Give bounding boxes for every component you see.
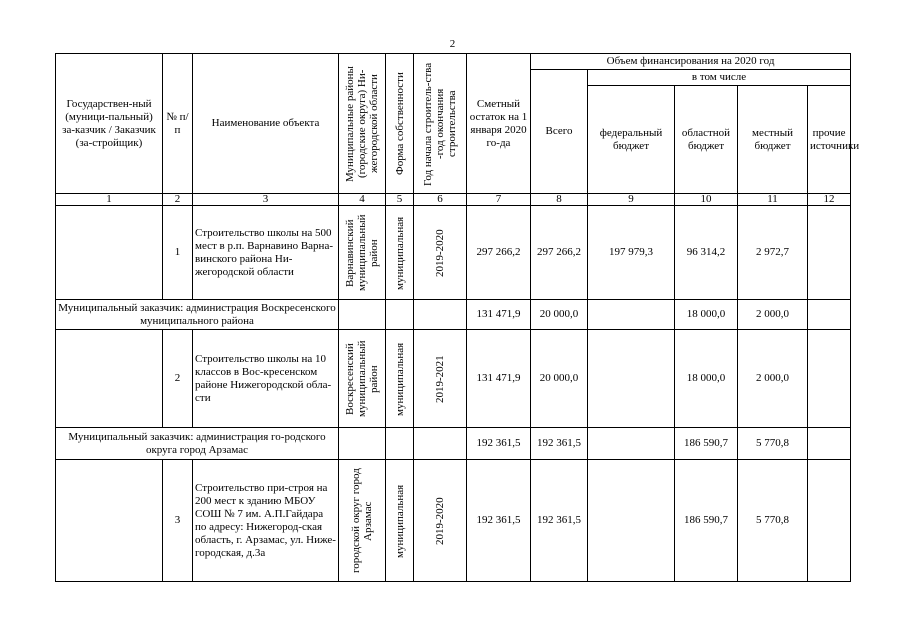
header-total: Всего xyxy=(531,70,588,194)
table-row xyxy=(56,206,851,300)
header-balance: Сметный остаток на 1 января 2020 го-да xyxy=(467,54,531,194)
table-row xyxy=(56,330,851,428)
other xyxy=(808,206,851,300)
ownership: муниципальная xyxy=(386,460,414,582)
federal: 197 979,3 xyxy=(588,206,675,300)
col-number: 11 xyxy=(738,194,808,206)
header-years: Год начала строитель-ства -год окончания строительства xyxy=(414,54,467,194)
col-number: 4 xyxy=(339,194,386,206)
regional: 18 000,0 xyxy=(675,330,738,428)
header-local: местный бюджет xyxy=(738,86,808,194)
total: 192 361,5 xyxy=(531,428,588,460)
customer-row xyxy=(56,300,851,330)
customer-label: Муниципальный заказчик: администрация го-родского округа город Арзамас xyxy=(56,428,339,460)
col-number: 12 xyxy=(808,194,851,206)
local: 2 000,0 xyxy=(738,300,808,330)
header-federal: федеральный бюджет xyxy=(588,86,675,194)
page-number: 2 xyxy=(449,38,456,50)
regional: 186 590,7 xyxy=(675,428,738,460)
customer-cell xyxy=(56,330,163,428)
total: 297 266,2 xyxy=(531,206,588,300)
column-numbers-row xyxy=(56,194,851,206)
col-number: 8 xyxy=(531,194,588,206)
local: 2 972,7 xyxy=(738,206,808,300)
regional: 186 590,7 xyxy=(675,460,738,582)
other xyxy=(808,428,851,460)
total: 20 000,0 xyxy=(531,330,588,428)
row-number: 2 xyxy=(163,330,193,428)
regional: 96 314,2 xyxy=(675,206,738,300)
table-row xyxy=(56,460,851,582)
balance: 131 471,9 xyxy=(467,330,531,428)
local: 2 000,0 xyxy=(738,330,808,428)
total: 192 361,5 xyxy=(531,460,588,582)
customer-label: Муниципальный заказчик: администрация Воскресенского муниципального района xyxy=(56,300,339,330)
federal xyxy=(588,300,675,330)
row-number: 1 xyxy=(163,206,193,300)
ownership: муниципальная xyxy=(386,206,414,300)
empty-cell xyxy=(386,300,414,330)
empty-cell xyxy=(386,428,414,460)
header-regional: областной бюджет xyxy=(675,86,738,194)
federal xyxy=(588,428,675,460)
federal xyxy=(588,460,675,582)
customer-cell xyxy=(56,206,163,300)
total: 20 000,0 xyxy=(531,300,588,330)
local: 5 770,8 xyxy=(738,460,808,582)
customer-row xyxy=(56,428,851,460)
ownership: муниципальная xyxy=(386,330,414,428)
col-number: 7 xyxy=(467,194,531,206)
years: 2019-2021 xyxy=(414,330,467,428)
object-name: Строительство школы на 10 классов в Вос-кресенском районе Нижегородской обла-сти xyxy=(193,330,339,428)
col-number: 3 xyxy=(193,194,339,206)
years: 2019-2020 xyxy=(414,460,467,582)
balance: 297 266,2 xyxy=(467,206,531,300)
header-number: № п/п xyxy=(163,54,193,194)
empty-cell xyxy=(414,300,467,330)
object-name: Строительство школы на 500 мест в р.п. Варнавино Варна-винского района Ни-жегородской области xyxy=(193,206,339,300)
col-number: 9 xyxy=(588,194,675,206)
col-number: 5 xyxy=(386,194,414,206)
local: 5 770,8 xyxy=(738,428,808,460)
header-object-name: Наименование объекта xyxy=(193,54,339,194)
district: городской округ город Арзамас xyxy=(339,460,386,582)
header-including: в том числе xyxy=(588,70,851,86)
balance: 192 361,5 xyxy=(467,460,531,582)
years: 2019-2020 xyxy=(414,206,467,300)
col-number: 10 xyxy=(675,194,738,206)
row-number: 3 xyxy=(163,460,193,582)
other xyxy=(808,460,851,582)
header-ownership: Форма собственности xyxy=(386,54,414,194)
header-district: Муниципальные районы (городские округа) Ни-жегородской области xyxy=(339,54,386,194)
header-other: прочие источники xyxy=(808,86,851,194)
other xyxy=(808,330,851,428)
col-number: 6 xyxy=(414,194,467,206)
regional: 18 000,0 xyxy=(675,300,738,330)
balance: 131 471,9 xyxy=(467,300,531,330)
empty-cell xyxy=(339,428,386,460)
district: Варнавинский муниципальный район xyxy=(339,206,386,300)
balance: 192 361,5 xyxy=(467,428,531,460)
federal xyxy=(588,330,675,428)
object-name: Строительство при-строя на 200 мест к зданию МБОУ СОШ № 7 им. А.П.Гайдара по адресу: Нижегород-ская область, г. Арзамас, ул. Ниже-городская, д.3а xyxy=(193,460,339,582)
empty-cell xyxy=(414,428,467,460)
district: Воскресенский муниципальный район xyxy=(339,330,386,428)
col-number: 2 xyxy=(163,194,193,206)
empty-cell xyxy=(339,300,386,330)
financing-table xyxy=(55,53,860,582)
header-financing: Объем финансирования на 2020 год xyxy=(531,54,851,70)
other xyxy=(808,300,851,330)
header-customer: Государствен-ный (муници-пальный) за-казчик / Заказчик (за-стройщик) xyxy=(56,54,163,194)
col-number: 1 xyxy=(56,194,163,206)
customer-cell xyxy=(56,460,163,582)
